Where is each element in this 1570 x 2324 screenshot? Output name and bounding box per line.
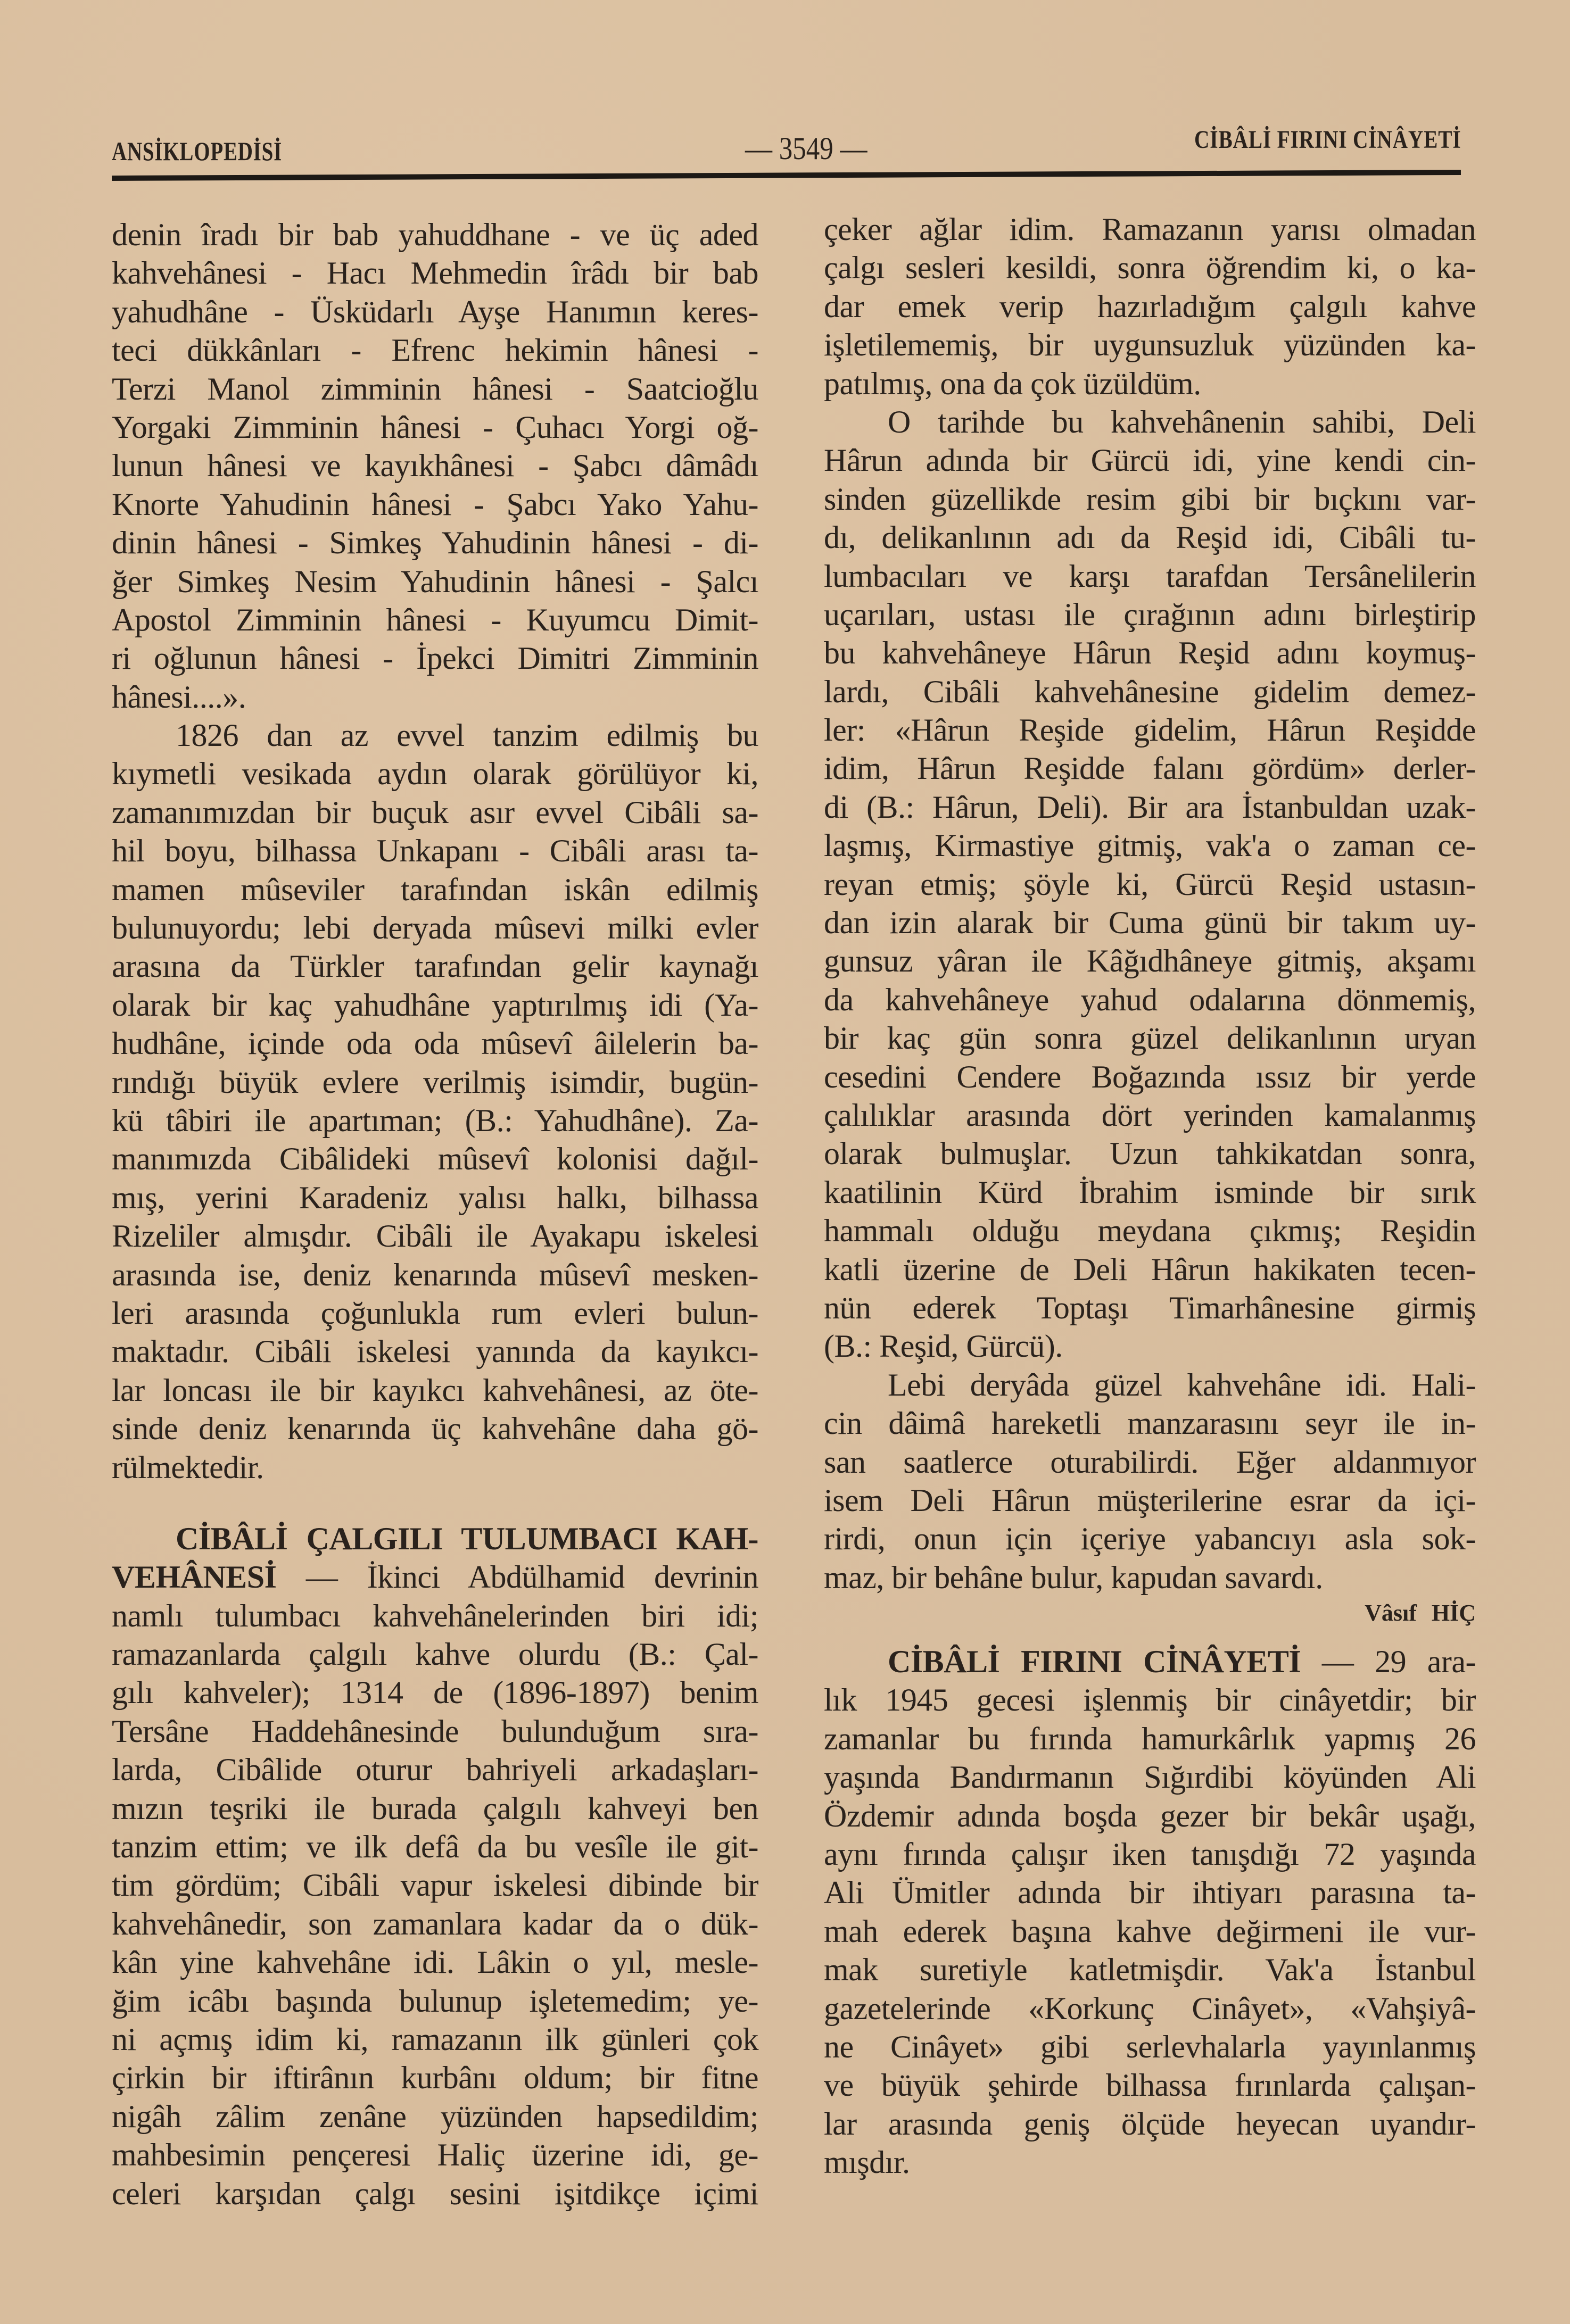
text-line: hânesi....». — [112, 679, 246, 715]
text-line: zamanlar bu fırında hamurkârlık yapmış 26 — [824, 1721, 1476, 1756]
text-line: Knorte Yahudinin hânesi - Şabcı Yako Yahu- — [112, 486, 758, 522]
text-line: hil boyu, bilhassa Unkapanı - Cibâli arası ta- — [112, 833, 758, 869]
text-line: nigâh zâlim zenâne yüzünden hapsedildim; — [112, 2098, 758, 2134]
text-line: lık 1945 gecesi işlenmiş bir cinâyetdir; bir — [824, 1682, 1476, 1718]
paragraph-start-line: Lebi deryâda güzel kahvehâne idi. Hali- — [888, 1367, 1476, 1402]
text-line: bulunuyordu; lebi deryada mûsevi milki evler — [112, 910, 758, 946]
text-line: Rizeliler almışdır. Cibâli ile Ayakapu iskelesi — [112, 1218, 758, 1254]
text-line: ni açmış idim ki, ramazanın ilk günleri çok — [112, 2021, 758, 2057]
text-line: mışdır. — [824, 2145, 910, 2180]
text-line: Terzi Manol zimminin hânesi - Saatcioğlu — [112, 371, 758, 406]
text-line: kü tâbiri ile apartıman; (B.: Yahudhâne). Za- — [112, 1102, 758, 1138]
text-line: uçarıları, ustası ile çırağının adını birleştirip — [824, 596, 1476, 632]
text-line: dinin hânesi - Simkeş Yahudinin hânesi - di- — [112, 525, 758, 561]
text-line: patılmış, ona da çok üzüldüm. — [824, 366, 1201, 401]
text-line: gunsuz yâran ile Kâğıdhâneye gitmiş, akşamı — [824, 943, 1476, 979]
paragraph-start-line: 1826 dan az evvel tanzim edilmiş bu — [176, 718, 758, 753]
entry-heading-end: VEHÂNESİ — [112, 1559, 277, 1595]
text-line: arasına da Türkler tarafından gelir kaynağı — [112, 949, 758, 984]
author-first-name: Vâsıf — [1365, 1600, 1417, 1626]
text-line: maktadır. Cibâli iskelesi yanında da kayıkcı- — [112, 1334, 758, 1370]
text-line: olarak bir kaç yahudhâne yaptırılmış idi (Ya- — [112, 987, 758, 1023]
entry-heading-line — [824, 1642, 1476, 1681]
text-line: dan izin alarak bir Cuma günü bir takım uy- — [824, 905, 1476, 941]
text-line: leri arasında çoğunlukla rum evleri bulun- — [112, 1295, 758, 1331]
text-line: di (B.: Hârun, Deli). Bir ara İstanbuldan uzak- — [824, 789, 1476, 825]
text-line: lumbacıları ve karşı tarafdan Tersânelilerin — [824, 558, 1476, 594]
text-line: nün ederek Toptaşı Timarhânesine girmiş — [824, 1290, 1476, 1325]
right-column — [824, 210, 1476, 2182]
text-line: lar loncası ile bir kayıkcı kahvehânesi, az öte- — [112, 1372, 758, 1408]
header-entry-title: CİBÂLİ FIRINI CİNÂYETİ — [1194, 126, 1461, 154]
text-line: dar emek verip hazırladığım çalgılı kahve — [824, 288, 1476, 324]
text-line: kıymetli vesikada aydın olarak görülüyor ki, — [112, 756, 758, 792]
author-signature — [824, 1597, 1476, 1630]
text-line: çeker ağlar idim. Ramazanın yarısı olmadan — [824, 212, 1476, 247]
text-line: mah ederek başına kahve değirmeni ile vur- — [824, 1913, 1476, 1949]
text-line: mak suretiyle katletmişdir. Vak'a İstanbul — [824, 1952, 1476, 1988]
entry-heading: CİBÂLİ — [176, 1521, 288, 1556]
left-column — [112, 215, 758, 2213]
text-line: tanzim ettim; ve ilk defâ da bu vesîle ile git- — [112, 1829, 758, 1865]
text-line: çirkin bir iftirânın kurbânı oldum; bir fitne — [112, 2060, 758, 2096]
text-line: larda, Cibâlide oturur bahriyeli arkadaşları- — [112, 1752, 758, 1788]
entry-heading-line — [112, 1520, 758, 1558]
text-line: zamanımızdan bir buçuk asır evvel Cibâli sa- — [112, 794, 758, 830]
text-line: olarak bulmuşlar. Uzun tahkikatdan sonra, — [824, 1136, 1476, 1172]
text-line: rirdi, onun için içeriye yabancıyı asla sok- — [824, 1521, 1476, 1557]
text-line: Ali Ümitler adında bir ihtiyarı parasına ta- — [824, 1875, 1476, 1911]
text-line: Hârun adında bir Gürcü idi, yine kendi cin- — [824, 443, 1476, 478]
text-line: ğim icâbı başında bulunup işletemedim; ye- — [112, 1983, 758, 2019]
header-publication-title: ANSİKLOPEDİSİ — [112, 136, 283, 166]
text-line: tim gördüm; Cibâli vapur iskelesi dibinde bir — [112, 1868, 758, 1903]
text-line: cesedini Cendere Boğazında ıssız bir yerde — [824, 1059, 1476, 1094]
entry-heading-cont: ÇALGILI TULUMBACI KAH- — [306, 1521, 758, 1556]
text-line: gılı kahveler); 1314 de (1896-1897) benim — [112, 1675, 758, 1711]
text-line: cin dâimâ hareketli manzarasını seyr ile in- — [824, 1406, 1476, 1441]
text-line: ne Cinâyet» gibi serlevhalarla yayınlanmış — [824, 2029, 1476, 2064]
author-last-name: HİÇ — [1431, 1600, 1476, 1626]
page-number: — 3549 — — [745, 131, 867, 166]
text-line: ler: «Hârun Reşide gidelim, Hârun Reşidde — [824, 712, 1476, 748]
text-line: çalgı sesleri kesildi, sonra öğrendim ki, o ka- — [824, 250, 1476, 286]
text-line: aynı fırında çalışır iken tanışdığı 72 yaşında — [824, 1837, 1476, 1872]
text-line: namlı tulumbacı kahvehânelerinden biri idi; — [112, 1598, 758, 1633]
text-line: idim, Hârun Reşidde falanı gördüm» derler- — [824, 751, 1476, 786]
text-line: teci dükkânları - Efrenc hekimin hânesi - — [112, 333, 758, 368]
text-line: yaşında Bandırmanın Sığırdibi köyünden Ali — [824, 1759, 1476, 1795]
text-line: bir kaç gün sonra güzel delikanlının uryan — [824, 1020, 1476, 1056]
text-line: işletilememiş, bir uygunsuzluk yüzünden ka- — [824, 327, 1476, 363]
text-line: rülmektedir. — [112, 1449, 264, 1485]
text-span: — 29 ara- — [1321, 1644, 1476, 1680]
text-line: sinde deniz kenarında üç kahvehâne daha gö- — [112, 1411, 758, 1447]
text-line: rındığı büyük evlere verilmiş isimdir, bugün- — [112, 1064, 758, 1100]
text-line: mahbesimin pençeresi Haliç üzerine idi, ge- — [112, 2137, 758, 2173]
text-span: — İkinci Abdülhamid devrinin — [305, 1559, 759, 1595]
text-line: laşmış, Kirmastiye gitmiş, vak'a o zaman ce- — [824, 828, 1476, 864]
text-line: kahvehânesi - Hacı Mehmedin îrâdı bir bab — [112, 255, 758, 291]
text-line: gazetelerinde «Korkunç Cinâyet», «Vahşiyâ- — [824, 1990, 1476, 2026]
text-line: ramazanlarda çalgılı kahve olurdu (B.: Çal- — [112, 1637, 758, 1672]
text-line: lar arasında geniş ölçüde heyecan uyandır- — [824, 2106, 1476, 2142]
text-line: mış, yerini Karadeniz yalısı halkı, bilhassa — [112, 1180, 758, 1215]
text-line: Tersâne Haddehânesinde bulunduğum sıra- — [112, 1713, 758, 1749]
text-line: yahudhâne - Üsküdarlı Ayşe Hanımın keres- — [112, 294, 758, 329]
text-line: arasında ise, deniz kenarında mûsevî mesken- — [112, 1257, 758, 1292]
text-line: kân yine kahvehâne idi. Lâkin o yıl, mesle- — [112, 1945, 758, 1980]
text-line — [112, 1558, 758, 1596]
text-line: reyan etmiş; şöyle ki, Gürcü Reşid ustasın- — [824, 866, 1476, 902]
text-line: san saatlerce oturabilirdi. Eğer aldanmıyor — [824, 1444, 1476, 1480]
text-line: lardı, Cibâli kahvehânesine gidelim demez- — [824, 674, 1476, 709]
paragraph-start-line: O tarihde bu kahvehânenin sahibi, Deli — [888, 404, 1476, 439]
text-line: hammalı olduğu meydana çıkmış; Reşidin — [824, 1213, 1476, 1249]
text-line: mızın teşriki ile burada çalgılı kahveyi ben — [112, 1790, 758, 1826]
text-line: Apostol Zimminin hânesi - Kuyumcu Dimit- — [112, 602, 758, 637]
text-line: mamen mûseviler tarafından iskân edilmiş — [112, 872, 758, 907]
text-line: Yorgaki Zimminin hânesi - Çuhacı Yorgi oğ- — [112, 409, 758, 445]
text-line: ve büyük şehirde bilhassa fırınlarda çalışan- — [824, 2068, 1476, 2103]
text-line: (B.: Reşid, Gürcü). — [824, 1329, 1063, 1364]
text-line: sinden güzellikde resim gibi bir bıçkını var- — [824, 481, 1476, 517]
entry-heading: CİBÂLİ FIRINI CİNÂYETİ — [888, 1644, 1301, 1680]
text-line: hudhâne, içinde oda oda mûsevî âilelerin ba- — [112, 1026, 758, 1061]
text-line: manımızda Cibâlideki mûsevî kolonisi dağıl- — [112, 1141, 758, 1177]
text-line: kaatilinin Kürd İbrahim isminde bir sırık — [824, 1174, 1476, 1210]
text-line: bu kahvehâneye Hârun Reşid adını koymuş- — [824, 635, 1476, 671]
text-line: katli üzerine de Deli Hârun hakikaten tecen- — [824, 1251, 1476, 1287]
text-line: Özdemir adında boşda gezer bir bekâr uşağı, — [824, 1798, 1476, 1833]
text-line: da kahvehâneye yahud odalarına dönmemiş, — [824, 982, 1476, 1017]
text-line: isem Deli Hârun müşterilerine esrar da içi- — [824, 1482, 1476, 1518]
text-line: dı, delikanlının adı da Reşid idi, Cibâli tu- — [824, 520, 1476, 555]
text-line: lunun hânesi ve kayıkhânesi - Şabcı dâmâdı — [112, 448, 758, 484]
text-line: ğer Simkeş Nesim Yahudinin hânesi - Şalcı — [112, 563, 758, 599]
text-line: çalılıklar arasında dört yerinden kamalanmış — [824, 1097, 1476, 1133]
text-line: kahvehânedir, son zamanlara kadar da o dük- — [112, 1906, 758, 1941]
text-line: ri oğlunun hânesi - İpekci Dimitri Zimminin — [112, 641, 758, 676]
text-line: maz, bir behâne bulur, kapudan savardı. — [824, 1559, 1323, 1595]
text-line: celeri karşıdan çalgı sesini işitdikçe içimi — [112, 2176, 758, 2211]
text-line: denin îradı bir bab yahuddhane - ve üç aded — [112, 217, 758, 252]
